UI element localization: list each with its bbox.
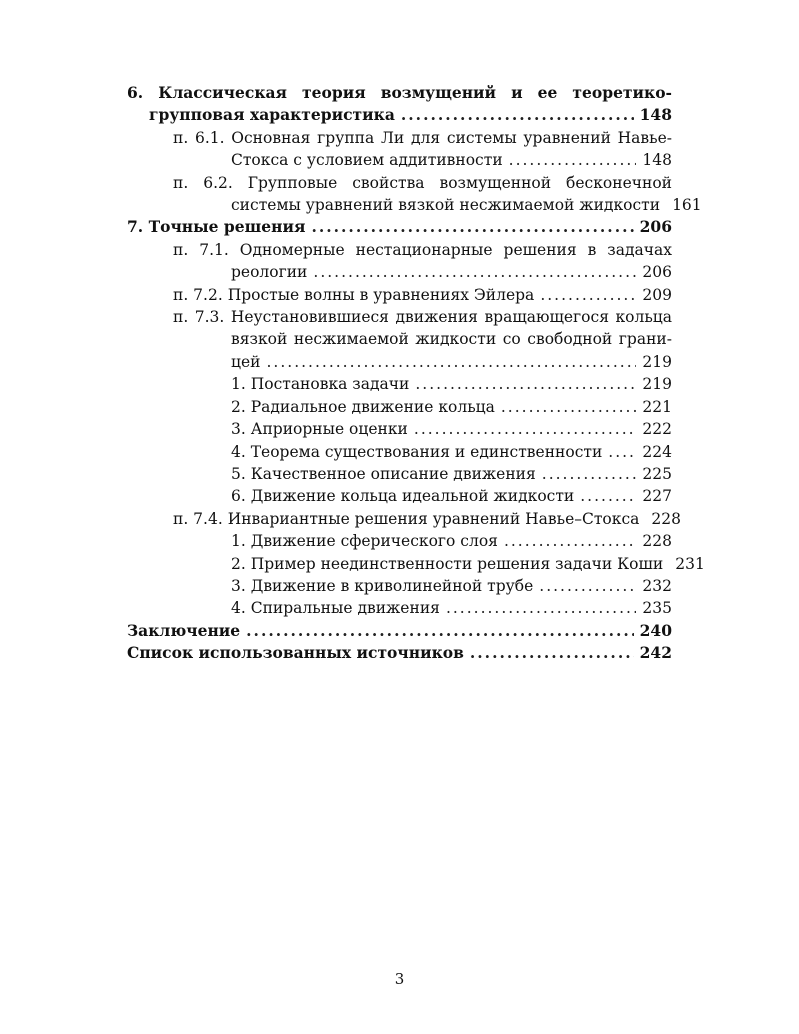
dot-leader: [401, 104, 634, 126]
toc-entry: [127, 620, 672, 642]
dot-leader: [246, 620, 633, 642]
toc-entry-text: п. 6.1. Основная группа Ли для системы уравнений Навье-: [173, 128, 672, 147]
toc-page-number: 235: [642, 599, 672, 618]
toc-page-number: 219: [642, 375, 672, 394]
toc-entry: [127, 553, 705, 575]
toc-entry: [127, 485, 672, 507]
toc-entry: [127, 597, 672, 619]
toc-entry-text: Стокса с условием аддитивности: [231, 151, 503, 170]
toc-page-number: 228: [651, 509, 681, 528]
dot-leader: [504, 530, 636, 552]
toc-entry-text: 2. Пример неединственности решения задачи Коши: [231, 554, 664, 573]
dot-leader: [266, 351, 636, 373]
toc-page-number: 227: [642, 487, 672, 506]
toc-entry: [127, 508, 681, 530]
toc-page-number: 148: [639, 105, 672, 125]
toc-entry-text: Список использованных источников: [127, 643, 464, 663]
dot-leader: [542, 463, 637, 485]
toc-entry-text: п. 6.2. Групповые свойства возмущенной бесконечной: [173, 173, 672, 192]
toc-page-number: 221: [642, 397, 672, 416]
toc-page-number: 231: [675, 554, 705, 573]
toc-page-number: 228: [642, 532, 672, 551]
toc-page-number: 224: [642, 442, 672, 461]
toc-entry: [127, 216, 672, 238]
toc-page-number: 206: [642, 263, 672, 282]
toc-entry: [127, 82, 672, 127]
toc-entry-text: 3. Движение в криволинейной трубе: [231, 576, 534, 595]
toc-entry: [127, 306, 672, 373]
toc-entry: [127, 373, 672, 395]
dot-leader: [608, 441, 636, 463]
toc-entry-text: 1. Постановка задачи: [231, 375, 410, 394]
toc-entry-text: 6. Движение кольца идеальной жидкости: [231, 487, 575, 506]
toc-entry: [127, 530, 672, 552]
toc-entry-text: вязкой несжимаемой жидкости со свободной грани-: [231, 330, 672, 349]
dot-leader: [540, 284, 636, 306]
toc-entry-text: п. 7.2. Простые волны в уравнениях Эйлера: [173, 285, 535, 304]
toc-entry-text: 7. Точные решения: [127, 217, 306, 237]
toc-entry-text: 3. Априорные оценки: [231, 420, 408, 439]
toc-page-number: 222: [642, 420, 672, 439]
toc-page-number: 225: [642, 464, 672, 483]
dot-leader: [415, 373, 636, 395]
toc-entry-text: 1. Движение сферического слоя: [231, 532, 498, 551]
toc-entry: [127, 172, 702, 217]
dot-leader: [501, 396, 637, 418]
toc-entry-text: Заключение: [127, 620, 241, 640]
dot-leader: [313, 261, 636, 283]
toc-entry-text: 5. Качественное описание движения: [231, 464, 536, 483]
toc-page-number: 209: [642, 285, 672, 304]
dot-leader: [509, 149, 637, 171]
toc-page-number: 242: [639, 643, 672, 663]
toc-entry: [127, 441, 672, 463]
dot-leader: [539, 575, 636, 597]
toc-entry: [127, 396, 672, 418]
toc-entry: [127, 284, 672, 306]
toc-entry: [127, 127, 672, 172]
dot-leader: [446, 597, 636, 619]
toc-page-number: 206: [639, 217, 672, 237]
toc-entry: [127, 463, 672, 485]
toc-entry: [127, 239, 672, 284]
dot-leader: [414, 418, 637, 440]
toc-entry-text: групповая характеристика: [149, 105, 395, 125]
toc-page-number: 232: [642, 576, 672, 595]
table-of-contents: [127, 82, 705, 665]
toc-entry-text: п. 7.1. Одномерные нестационарные решения в задачах: [173, 240, 672, 259]
toc-page-number: 240: [639, 620, 672, 640]
toc-entry-text: 4. Спиральные движения: [231, 599, 440, 618]
toc-entry-text: 2. Радиальное движение кольца: [231, 397, 495, 416]
toc-entry: [127, 642, 672, 664]
toc-entry-text: цей: [231, 352, 261, 371]
page-number: 3: [394, 970, 405, 988]
toc-page-number: 219: [642, 352, 672, 371]
toc-entry: [127, 418, 672, 440]
toc-entry: [127, 575, 672, 597]
dot-leader: [311, 216, 633, 238]
toc-entry-text: 4. Теорема существования и единственности: [231, 442, 603, 461]
dot-leader: [580, 485, 636, 507]
toc-entry-text: п. 7.3. Неустановившиеся движения вращающегося кольца: [173, 308, 672, 327]
toc-entry-text: системы уравнений вязкой несжимаемой жидкости: [231, 196, 661, 215]
toc-entry-text: 6. Классическая теория возмущений и ее теоретико-: [127, 83, 672, 102]
toc-entry-text: реологии: [231, 263, 308, 282]
toc-entry-text: п. 7.4. Инвариантные решения уравнений Навье–Стокса: [173, 509, 640, 528]
toc-page-number: 161: [672, 196, 702, 215]
dot-leader: [470, 642, 634, 664]
toc-page-number: 148: [642, 151, 672, 170]
